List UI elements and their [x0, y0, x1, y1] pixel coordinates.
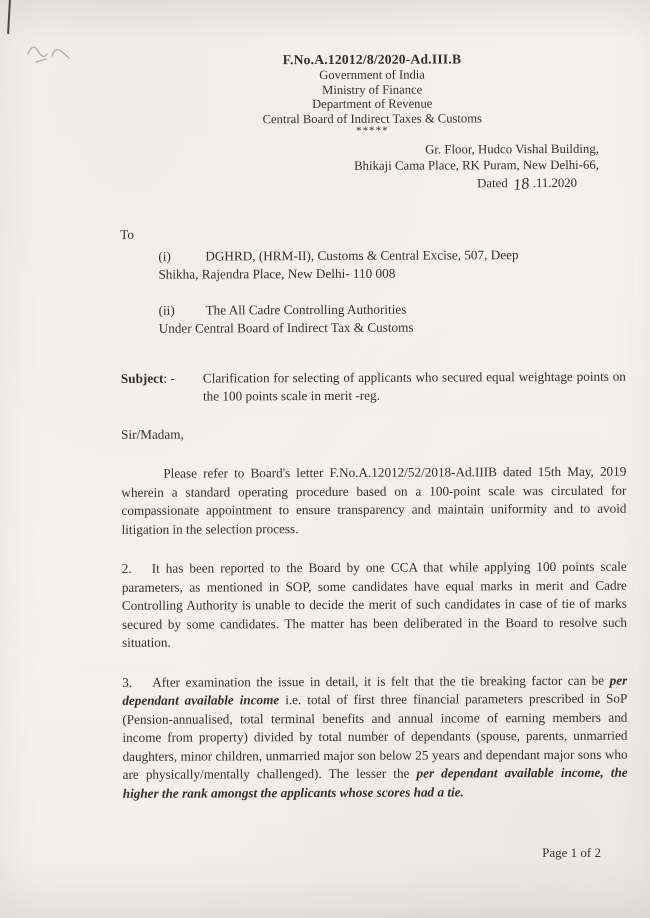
emphasis-rank-rule: per dependant available income, the higher the rank amongst the applicants whose scores had a tie. — [122, 764, 628, 801]
recipient-text: DGHRD, (HRM-II), Customs & Central Excise, 507, Deep Shikha, Rajendra Place, New Delhi- 110 008 — [158, 246, 519, 282]
org-line-government: Government of India — [319, 67, 425, 83]
subject-label-separator: : - — [163, 370, 175, 386]
paragraph-2 — [122, 558, 627, 653]
emphasis-per-dependant-income: per dependant available income — [122, 672, 628, 709]
recipient-item — [158, 246, 550, 285]
org-line-department: Department of Revenue — [312, 96, 433, 112]
sender-address — [120, 142, 625, 193]
subject-label — [121, 369, 203, 406]
paragraph-3-number: 3. — [122, 674, 133, 690]
subject-label-word: Subject — [120, 370, 164, 386]
paragraph-2-text: It has been reported to the Board by one CCA that while applying 100 points scale parameters, as mentioned in SOP, some candidates have equal marks in merit and Cadre Controlling Authority is unable to decide the merit of such candidates in case of tie of marks secured by some candidates. The matter has been deliberated in the Board to resolve such situation. — [121, 558, 627, 651]
date-rest: .11.2020 — [532, 175, 578, 190]
paragraph-1: Please refer to Board's letter F.No.A.12012/52/2018-Ad.IIIB dated 15th May, 2019 wherein a standard operating procedure based on a 100-point scale was circulated for compassionate appointment to ensure transparency and maintain uniformity and to avoid litigation in the selection process. — [121, 463, 627, 537]
recipient-index: (ii) — [158, 302, 175, 318]
to-label: To — [120, 226, 135, 243]
paragraph-3-text: After examination the issue in detail, it is felt that the tie breaking factor can be — [152, 672, 610, 690]
recipient-index: (i) — [158, 248, 171, 264]
org-line-ministry: Ministry of Finance — [322, 82, 423, 97]
date-line — [120, 174, 599, 193]
recipient-item — [159, 300, 551, 339]
page-number: Page 1 of 2 — [542, 845, 601, 860]
paragraph-2-number: 2. — [121, 561, 132, 577]
subject-text: Clarification for selecting of applicants who secured equal weightage points on the 100 points scale in merit -reg. — [202, 368, 626, 404]
paragraph-3-text: i.e. total of first three financial parameters prescribed in SoP (Pension-annualised, total terminal benefits and annual income of earning members and income from property) divided by total number of dependants (spouse, parents, unmarried daughters, minor children, unmarried major son below 25 years and dependant major sons who are physically/mentally challenged). The lesser the — [122, 690, 628, 783]
separator-stars: ***** — [356, 125, 389, 138]
recipient-text: The All Cadre Controlling Authorities Under Central Board of Indirect Tax & Customs — [158, 301, 414, 336]
date-label: Dated — [477, 175, 508, 190]
salutation: Sir/Madam, — [121, 426, 184, 442]
recipient-list — [158, 246, 550, 339]
subject-line — [121, 367, 626, 406]
org-line-board: Central Board of Indirect Taxes & Customs — [262, 111, 482, 127]
paragraph-3 — [122, 671, 628, 803]
file-number: F.No.A.12012/8/2020-Ad.III.B — [282, 51, 462, 68]
address-line-1: Gr. Floor, Hudco Vishal Building, — [425, 142, 599, 157]
address-line-2: Bhikaji Cama Place, RK Puram, New Delhi-66, — [354, 157, 600, 173]
handwritten-date-day: 18 — [511, 174, 530, 194]
letterhead — [119, 51, 624, 138]
